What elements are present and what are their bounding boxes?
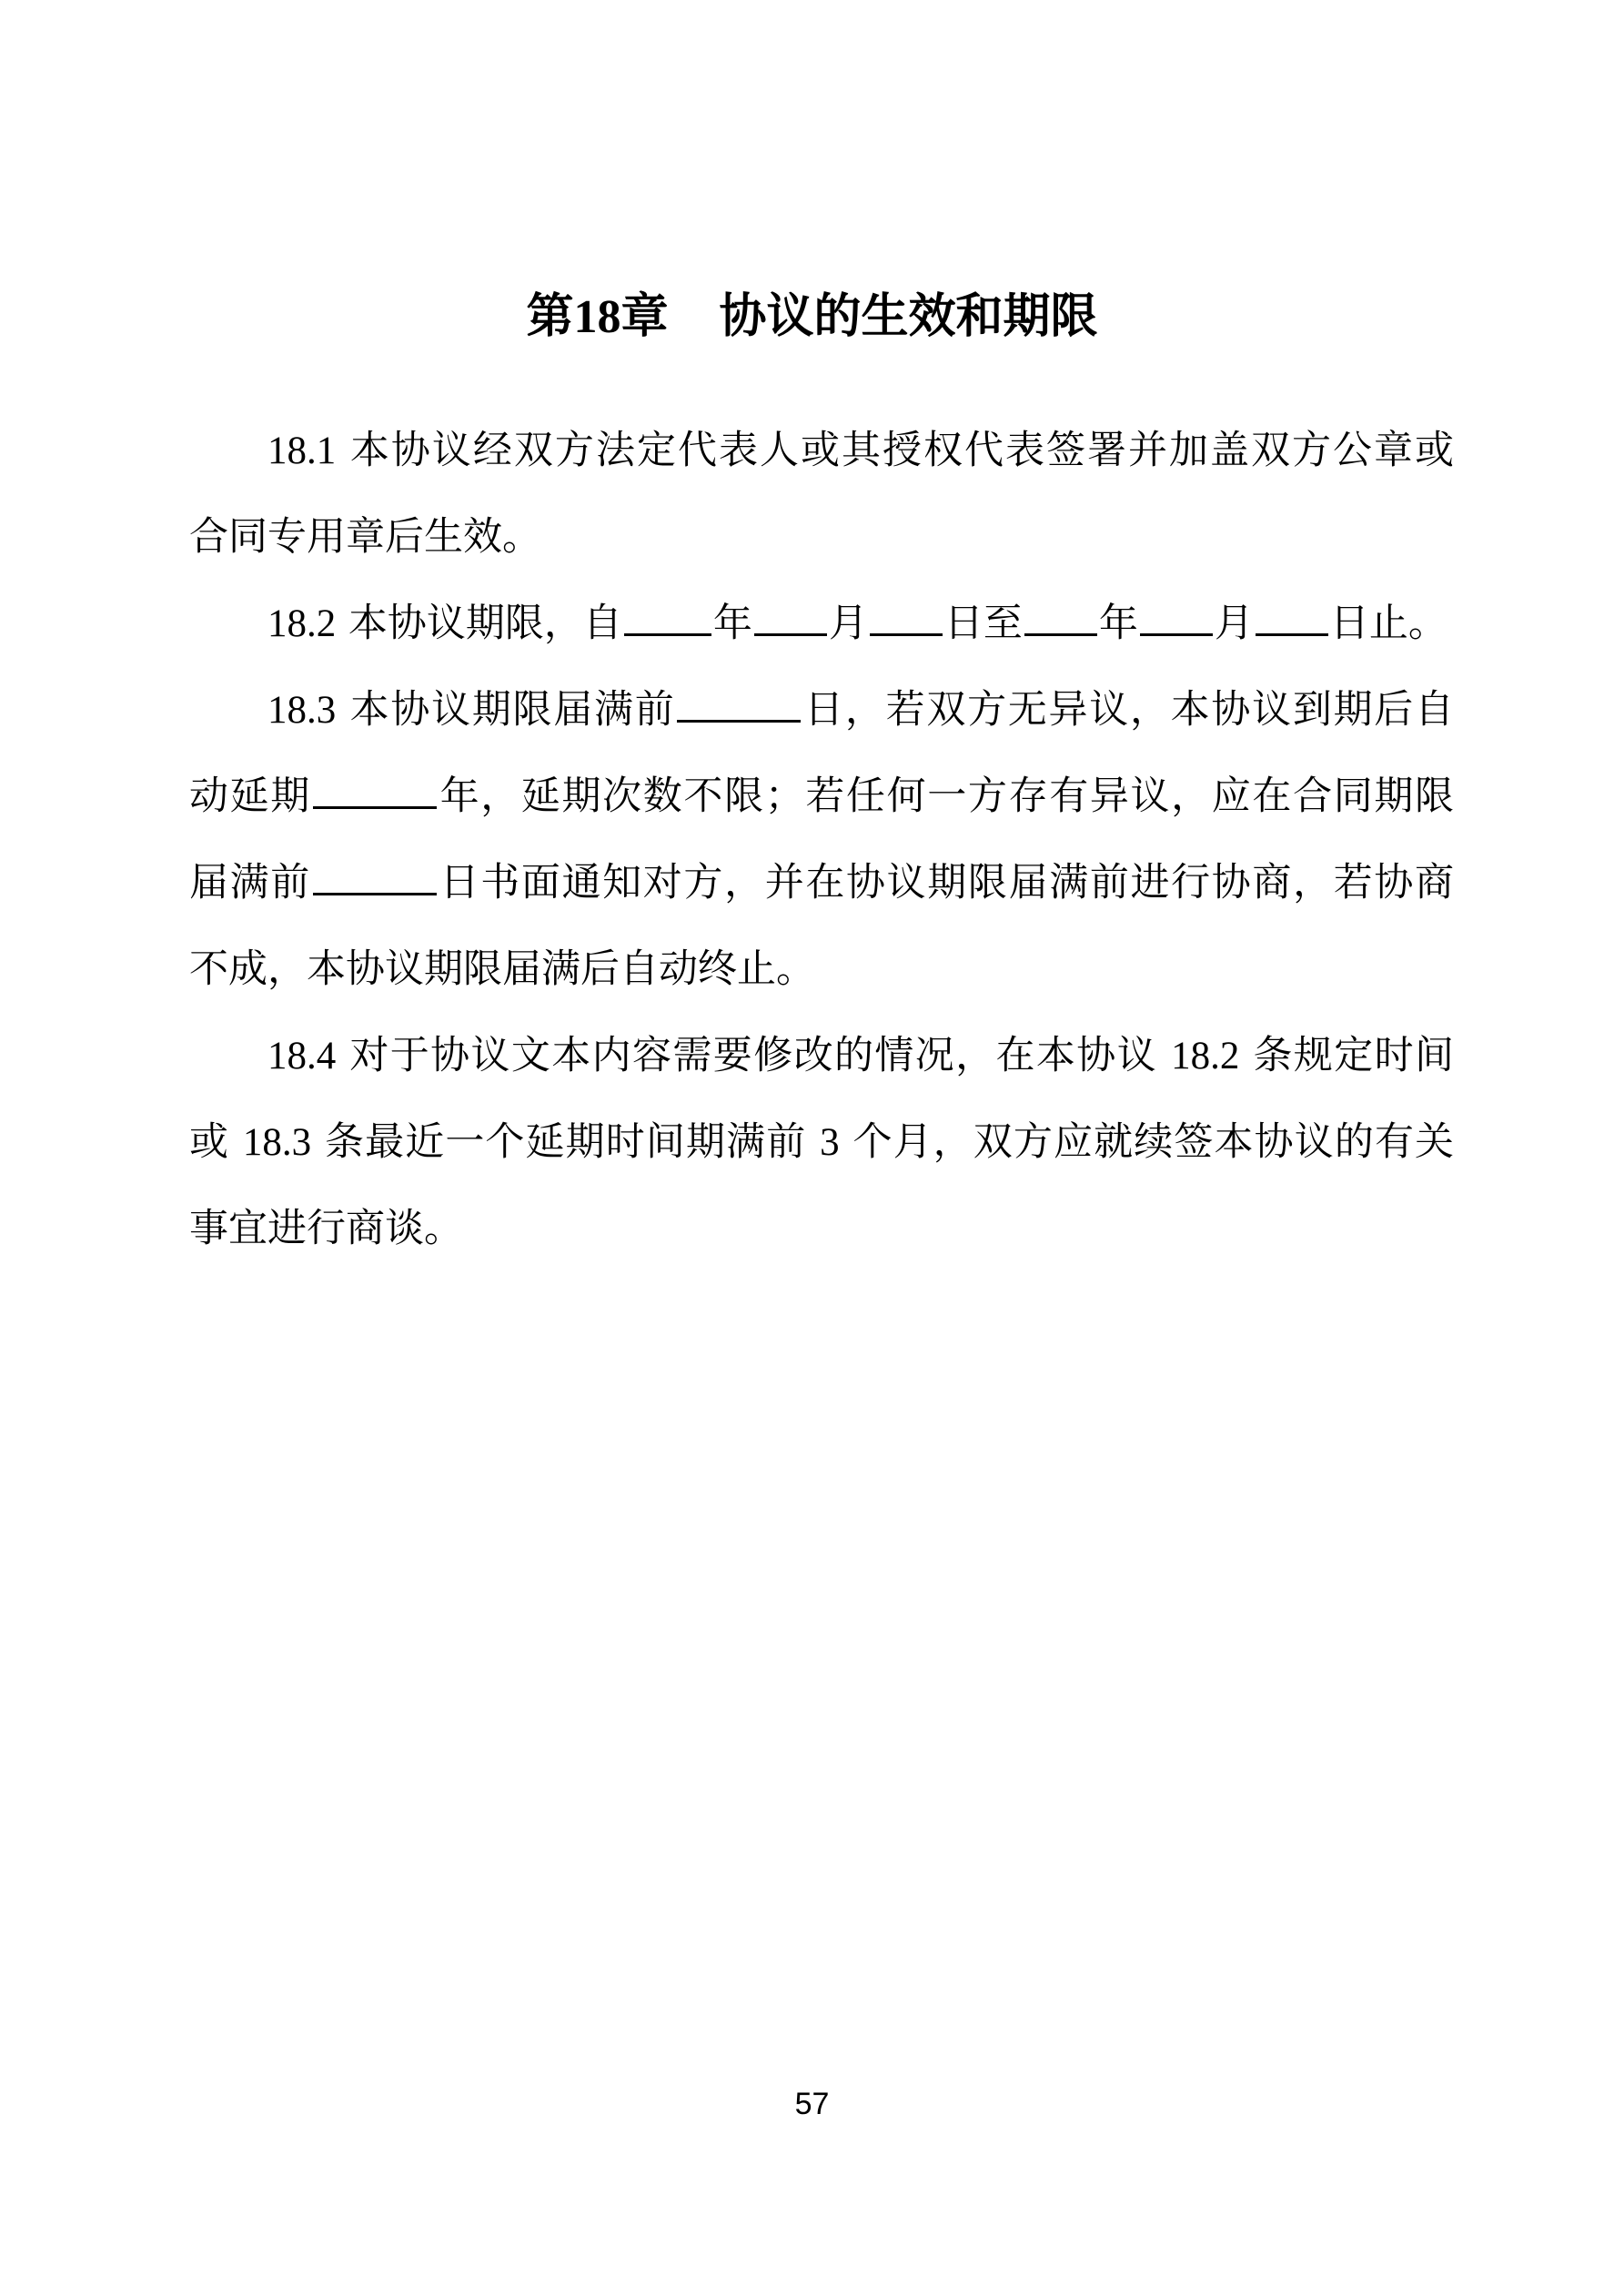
clause-text: 条规定时间 — [1253, 1033, 1455, 1078]
clause-text: 个月，双方应就续签本协议的有关 — [852, 1119, 1455, 1165]
chapter-number: 18 — [573, 291, 621, 343]
clause-text: 届满前 — [189, 860, 311, 905]
month-count: 3 — [820, 1121, 840, 1164]
clause-text: 年 — [712, 601, 752, 646]
clause-text: 年 — [1098, 601, 1138, 646]
clause-text: 不成，本协议期限届满后自动终止。 — [189, 946, 815, 992]
clause-text: 合同专用章后生效。 — [189, 514, 541, 560]
clause-text: 条最近一个延期时间期满前 — [324, 1119, 807, 1165]
clause-text: 本协议经双方法定代表人或其授权代表签署并加盖双方公章或 — [349, 428, 1454, 473]
clause-18-2-line-1 — [189, 581, 1454, 667]
clause-text: 年，延期次数不限；若任何一方存有异议，应在合同期限 — [438, 774, 1455, 819]
clause-number: 18.3 — [267, 689, 337, 732]
clause-18-4-line-1 — [189, 1013, 1454, 1099]
clause-18-3-line-1 — [189, 667, 1454, 754]
clause-18-1-line-1 — [189, 408, 1454, 494]
page-number: 57 — [794, 2087, 830, 2121]
chapter-heading: 协议的生效和期限 — [719, 288, 1098, 344]
clause-text: 动延期 — [189, 774, 311, 819]
clause-18-3-line-3 — [189, 840, 1454, 926]
clause-text: 对于协议文本内容需要修改的情况，在本协议 — [349, 1033, 1158, 1078]
clause-reference: 18.3 — [242, 1121, 312, 1164]
blank-field[interactable] — [754, 601, 827, 636]
clause-18-4-line-3 — [189, 1186, 1454, 1272]
clause-reference: 18.2 — [1171, 1035, 1240, 1077]
clause-18-4-line-2 — [189, 1099, 1454, 1186]
clause-18-3-line-2 — [189, 754, 1454, 840]
blank-field[interactable] — [1140, 601, 1213, 636]
clause-text: 日，若双方无异议，本协议到期后自 — [802, 687, 1455, 733]
chapter-body — [189, 408, 1454, 1272]
clause-number: 18.1 — [267, 430, 337, 472]
clause-text: 本协议期限，自 — [348, 601, 622, 646]
blank-field[interactable] — [624, 601, 711, 636]
blank-field[interactable] — [313, 860, 437, 895]
chapter-suffix: 章 — [620, 288, 669, 344]
clause-18-3-line-4 — [189, 926, 1454, 1013]
clause-text: 月 — [828, 601, 868, 646]
clause-text: 本协议期限届满前 — [349, 687, 676, 733]
clause-text: 日书面通知对方，并在协议期限届满前进行协商，若协商 — [438, 860, 1455, 905]
clause-18-1-line-2 — [189, 494, 1454, 581]
chapter-prefix: 第 — [526, 288, 574, 344]
blank-field[interactable] — [313, 774, 437, 809]
blank-field[interactable] — [677, 687, 801, 723]
blank-field[interactable] — [870, 601, 943, 636]
blank-field[interactable] — [1256, 601, 1328, 636]
clause-number: 18.4 — [267, 1035, 337, 1077]
clause-text: 或 — [189, 1119, 230, 1165]
clause-text: 事宜进行商谈。 — [189, 1206, 463, 1251]
blank-field[interactable] — [1024, 601, 1097, 636]
clause-text: 月 — [1214, 601, 1254, 646]
clause-text: 日止。 — [1329, 601, 1447, 646]
clause-number: 18.2 — [267, 602, 337, 645]
clause-text: 日至 — [943, 601, 1023, 646]
chapter-title — [0, 282, 1624, 352]
